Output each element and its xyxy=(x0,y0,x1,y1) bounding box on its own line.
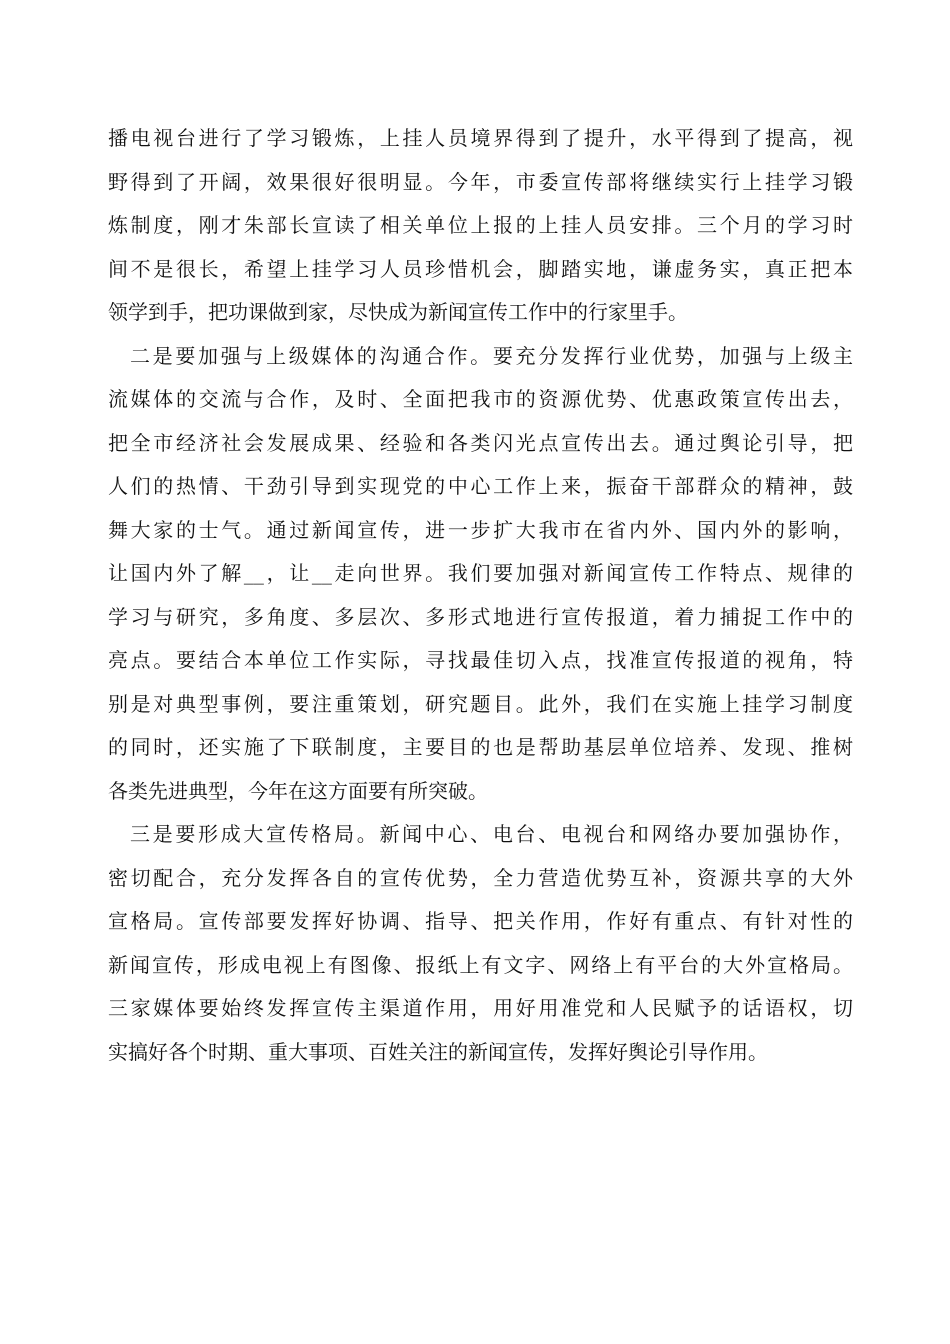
text-line: 学习与研究，多角度、多层次、多形式地进行宣传报道，着力捕捉工作中的 xyxy=(108,604,853,629)
text-line: 二是要加强与上级媒体的沟通合作。要充分发挥行业优势，加强与上级主 xyxy=(130,343,853,368)
paragraph-3 xyxy=(108,813,853,1074)
text-line: 把全市经济社会发展成果、经验和各类闪光点宣传出去。通过舆论引导，把 xyxy=(108,430,853,455)
text-line: 野得到了开阔，效果很好很明显。今年，市委宣传部将继续实行上挂学习锻 xyxy=(108,169,853,194)
text-line: 让国内外了解__，让__走向世界。我们要加强对新闻宣传工作特点、规律的 xyxy=(108,561,853,585)
text-line: 播电视台进行了学习锻炼，上挂人员境界得到了提升，水平得到了提高，视 xyxy=(108,126,853,150)
text-line: 各类先进典型，今年在这方面要有所突破。 xyxy=(108,778,488,803)
text-line: 人们的热情、干劲引导到实现党的中心工作上来，振奋干部群众的精神，鼓 xyxy=(108,474,853,498)
text-line: 实搞好各个时期、重大事项、百姓关注的新闻宣传，发挥好舆论引导作用。 xyxy=(108,1039,768,1064)
text-line: 亮点。要结合本单位工作实际，寻找最佳切入点，找准宣传报道的视角，特 xyxy=(108,648,853,672)
text-line: 流媒体的交流与合作，及时、全面把我市的资源优势、优惠政策宣传出去， xyxy=(108,387,853,411)
paragraph-2 xyxy=(108,335,853,814)
text-line: 新闻宣传，形成电视上有图像、报纸上有文字、网络上有平台的大外宣格局。 xyxy=(108,952,853,977)
paragraph-1 xyxy=(108,117,853,335)
text-line: 密切配合，充分发挥各自的宣传优势，全力营造优势互补，资源共享的大外 xyxy=(108,865,853,890)
text-line: 别是对典型事例，要注重策划，研究题目。此外，我们在实施上挂学习制度 xyxy=(108,691,853,716)
text-line: 宣格局。宣传部要发挥好协调、指导、把关作用，作好有重点、有针对性的 xyxy=(108,909,853,933)
text-line: 的同时，还实施了下联制度，主要目的也是帮助基层单位培养、发现、推树 xyxy=(108,735,853,759)
text-line: 舞大家的士气。通过新闻宣传，进一步扩大我市在省内外、国内外的影响， xyxy=(108,517,853,542)
text-line: 炼制度，刚才朱部长宣读了相关单位上报的上挂人员安排。三个月的学习时 xyxy=(108,213,853,237)
text-line: 间不是很长，希望上挂学习人员珍惜机会，脚踏实地，谦虚务实，真正把本 xyxy=(108,256,853,281)
text-line: 三是要形成大宣传格局。新闻中心、电台、电视台和网络办要加强协作， xyxy=(130,822,853,846)
text-line: 领学到手，把功课做到家，尽快成为新闻宣传工作中的行家里手。 xyxy=(108,300,688,324)
text-line: 三家媒体要始终发挥宣传主渠道作用，用好用准党和人民赋予的话语权，切 xyxy=(108,996,853,1020)
document-page xyxy=(108,117,853,1074)
